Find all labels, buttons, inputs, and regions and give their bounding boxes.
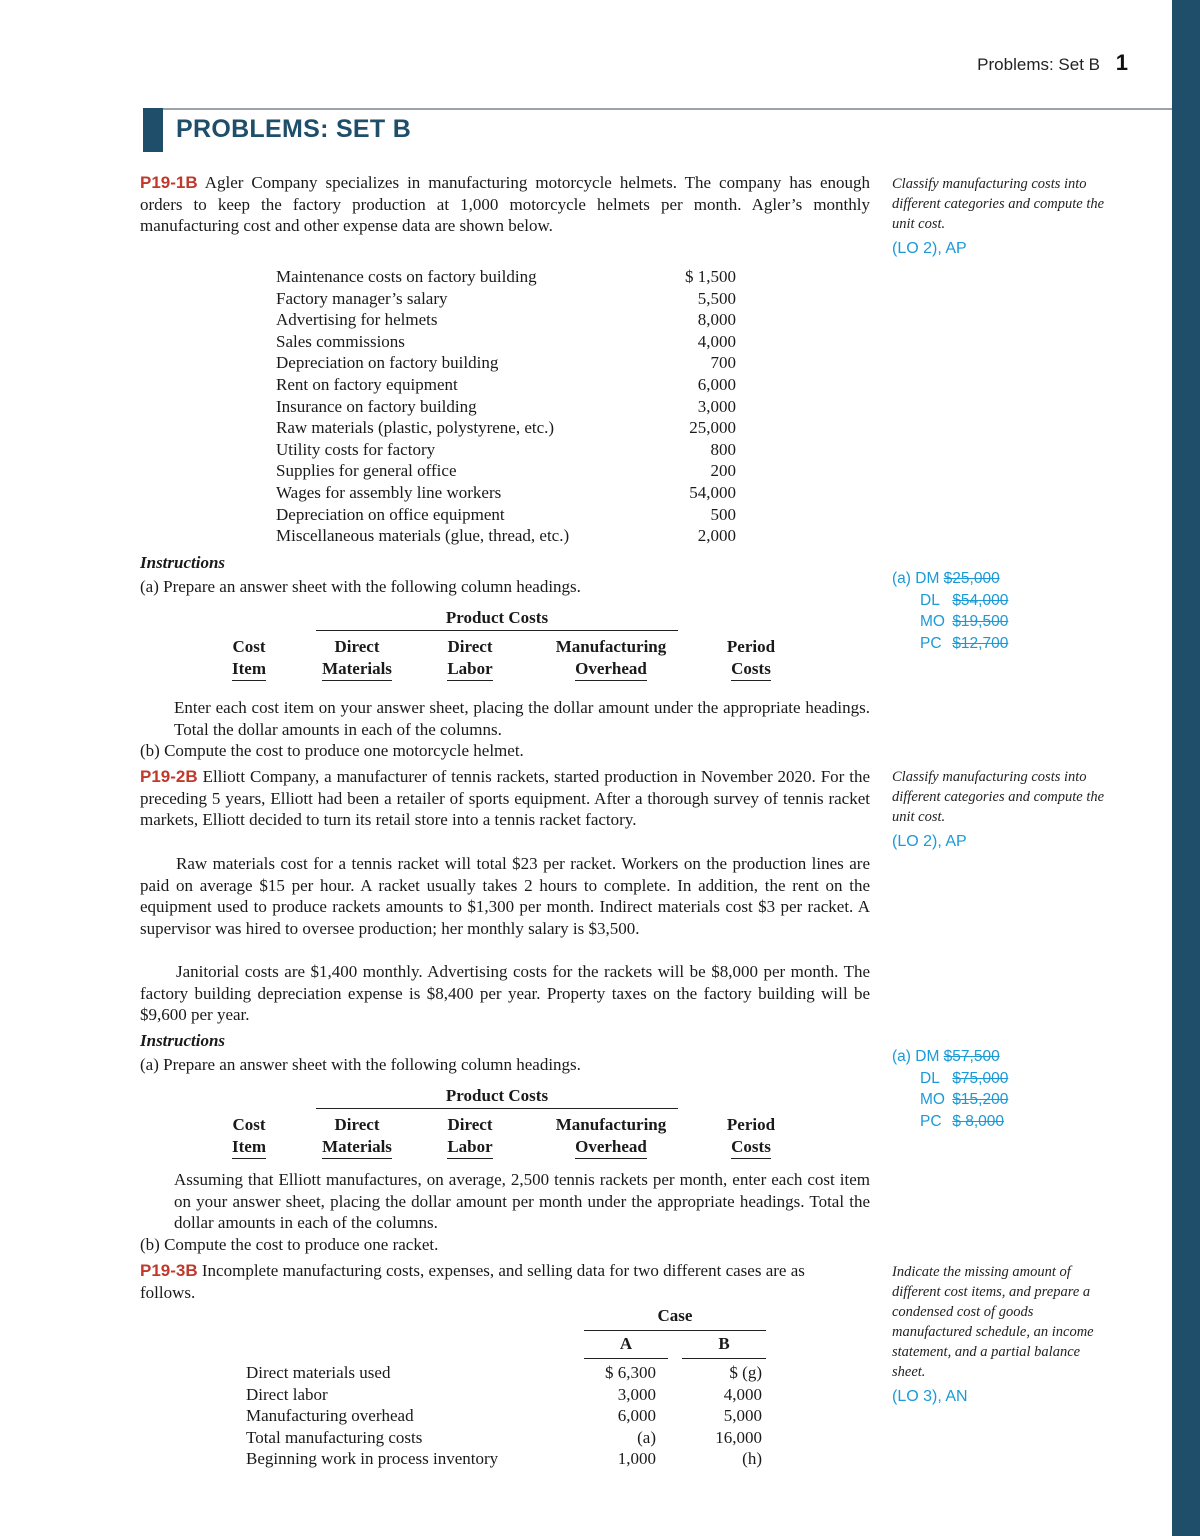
instructions-heading-2: Instructions bbox=[140, 1031, 226, 1050]
cost-row: Maintenance costs on factory building $ 1,500 bbox=[276, 267, 736, 286]
cost-row: Miscellaneous materials (glue, thread, etc.) 2,000 bbox=[276, 526, 736, 546]
problem-1-label: P19-1B bbox=[140, 173, 198, 192]
table-row: Manufacturing overhead 6,000 5,000 bbox=[246, 1406, 762, 1426]
cost-row: Utility costs for factory 800 bbox=[276, 439, 736, 459]
header-rule bbox=[148, 108, 1172, 110]
problem-2-paragraph-3: Janitorial costs are $1,400 monthly. Advertising costs for the rackets will be $8,000 per month. The factory building depreciation expense is $8,400 per year. Property taxes on the factory building will be $9,600 per year. bbox=[140, 962, 870, 1025]
table-row: Direct materials used $ 6,300 $ (g) bbox=[246, 1363, 762, 1382]
product-costs-heading: Product Costs bbox=[445, 1086, 549, 1105]
problem-2-paragraph-2: Raw materials cost for a tennis racket will total $23 per racket. Workers on the production lines are paid on average $15 per hour. A racket usually takes 2 hours to complete. In addition, the rent on the equipment used to produce rackets amounts to $1,300 per month. Indirect materials cost $3 per racket. A supervisor was hired to oversee production; her monthly salary is $3,500. bbox=[140, 854, 870, 939]
running-title: Problems: Set B bbox=[977, 55, 1100, 74]
col-direct-materials: Direct Materials bbox=[304, 636, 410, 681]
learning-objective-1: (LO 2), AP bbox=[892, 240, 967, 257]
cost-row: Supplies for general office 200 bbox=[276, 461, 736, 481]
problem-2-label: P19-2B bbox=[140, 767, 198, 786]
product-costs-rule bbox=[316, 1108, 678, 1109]
problem-1-body: Agler Company specializes in manufacturing motorcycle helmets. The company has enough orders to keep the factory production at 1,000 motorcycle helmets per month. Agler’s monthly manufacturing cost and other expense data are shown below. bbox=[140, 173, 871, 236]
problem-1-text bbox=[140, 172, 870, 237]
col-period-costs: Period Costs bbox=[702, 1114, 800, 1159]
cost-row: Advertising for helmets 8,000 bbox=[276, 310, 736, 330]
problem-3-label: P19-3B bbox=[140, 1261, 198, 1280]
case-heading: Case bbox=[657, 1306, 693, 1325]
table-row: Beginning work in process inventory 1,000 (h) bbox=[246, 1449, 762, 1469]
col-cost-item: Cost Item bbox=[200, 636, 298, 681]
column-headings-table-2 bbox=[200, 1086, 800, 1156]
col-direct-labor: Direct Labor bbox=[422, 636, 518, 681]
learning-objective-2: (LO 2), AP bbox=[892, 833, 967, 850]
learning-objective-3: (LO 3), AN bbox=[892, 1388, 968, 1405]
col-direct-materials: Direct Materials bbox=[304, 1114, 410, 1159]
case-rule bbox=[584, 1330, 766, 1331]
col-direct-labor: Direct Labor bbox=[422, 1114, 518, 1159]
cost-row: Rent on factory equipment 6,000 bbox=[276, 374, 736, 394]
instruction-a: (a) Prepare an answer sheet with the following column headings. bbox=[140, 577, 581, 596]
cost-row: Insurance on factory building 3,000 bbox=[276, 396, 736, 416]
cost-row: Depreciation on office equipment 500 bbox=[276, 504, 736, 524]
col-period-costs: Period Costs bbox=[702, 636, 800, 681]
case-a-heading: A bbox=[619, 1334, 633, 1353]
instruction-a-continued: Enter each cost item on your answer sheet, placing the dollar amount under the appropriate headings. Total the dollar amounts in each of the columns. bbox=[174, 698, 870, 739]
section-title: PROBLEMS: SET B bbox=[176, 115, 412, 143]
case-b-rule bbox=[682, 1358, 766, 1359]
page-number: 1 bbox=[1115, 50, 1128, 75]
instruction-2a-continued: Assuming that Elliott manufactures, on average, 2,500 tennis rackets per month, enter each cost item on your answer sheet, placing the dollar amount per month under the appropriate headings. Total the dollar amounts in each of the columns. bbox=[174, 1170, 870, 1233]
instruction-2b: (b) Compute the cost to produce one racket. bbox=[140, 1235, 439, 1254]
answer-key-1: (a) DM $25,000 DL $54,000 MO $19,500 PC $12,700 bbox=[892, 570, 1009, 652]
cost-row: Sales commissions 4,000 bbox=[276, 331, 736, 351]
problem-3-text bbox=[140, 1260, 840, 1303]
section-marker bbox=[143, 108, 163, 152]
margin-note-2: Classify manufacturing costs into different categories and compute the unit cost. bbox=[892, 769, 1105, 825]
problem-3-body: Incomplete manufacturing costs, expenses, and selling data for two different cases are as follows. bbox=[140, 1261, 805, 1302]
column-headings-table bbox=[200, 608, 800, 678]
right-edge-bar bbox=[1172, 0, 1200, 1536]
answer-key-2: (a) DM $57,500 DL $75,000 MO $15,200 PC $ 8,000 bbox=[892, 1048, 1009, 1130]
col-cost-item: Cost Item bbox=[200, 1114, 298, 1159]
instructions-heading: Instructions bbox=[140, 553, 226, 572]
table-row: Direct labor 3,000 4,000 bbox=[246, 1384, 762, 1404]
product-costs-rule bbox=[316, 630, 678, 631]
cost-row: Factory manager’s salary 5,500 bbox=[276, 288, 736, 308]
cost-row: Raw materials (plastic, polystyrene, etc.) 25,000 bbox=[276, 418, 736, 438]
case-rows bbox=[246, 1362, 766, 1470]
margin-note-3: Indicate the missing amount of different cost items, and prepare a condensed cost of goods manufactured schedule, an income statement, and a partial balance sheet. bbox=[892, 1264, 1094, 1380]
col-manufacturing-overhead: Manufacturing Overhead bbox=[530, 636, 692, 681]
problem-2-text bbox=[140, 766, 870, 831]
table-row: Total manufacturing costs (a) 16,000 bbox=[246, 1427, 762, 1447]
problem-1-cost-list bbox=[276, 266, 736, 547]
case-b-heading: B bbox=[718, 1334, 730, 1353]
case-a-rule bbox=[584, 1358, 668, 1359]
cost-row: Wages for assembly line workers 54,000 bbox=[276, 482, 736, 502]
instruction-2a: (a) Prepare an answer sheet with the following column headings. bbox=[140, 1055, 581, 1074]
col-manufacturing-overhead: Manufacturing Overhead bbox=[530, 1114, 692, 1159]
instruction-b: (b) Compute the cost to produce one motorcycle helmet. bbox=[140, 741, 524, 760]
margin-note-1: Classify manufacturing costs into different categories and compute the unit cost. bbox=[892, 176, 1105, 232]
product-costs-heading: Product Costs bbox=[445, 608, 549, 627]
problem-2-body: Elliott Company, a manufacturer of tennis rackets, started production in November 2020. For the preceding 5 years, Elliott had been a retailer of sports equipment. After a thorough survey of tennis racket markets, Elliott decided to turn its retail store into a tennis racket factory. bbox=[140, 767, 870, 830]
cost-row: Depreciation on factory building 700 bbox=[276, 353, 736, 373]
